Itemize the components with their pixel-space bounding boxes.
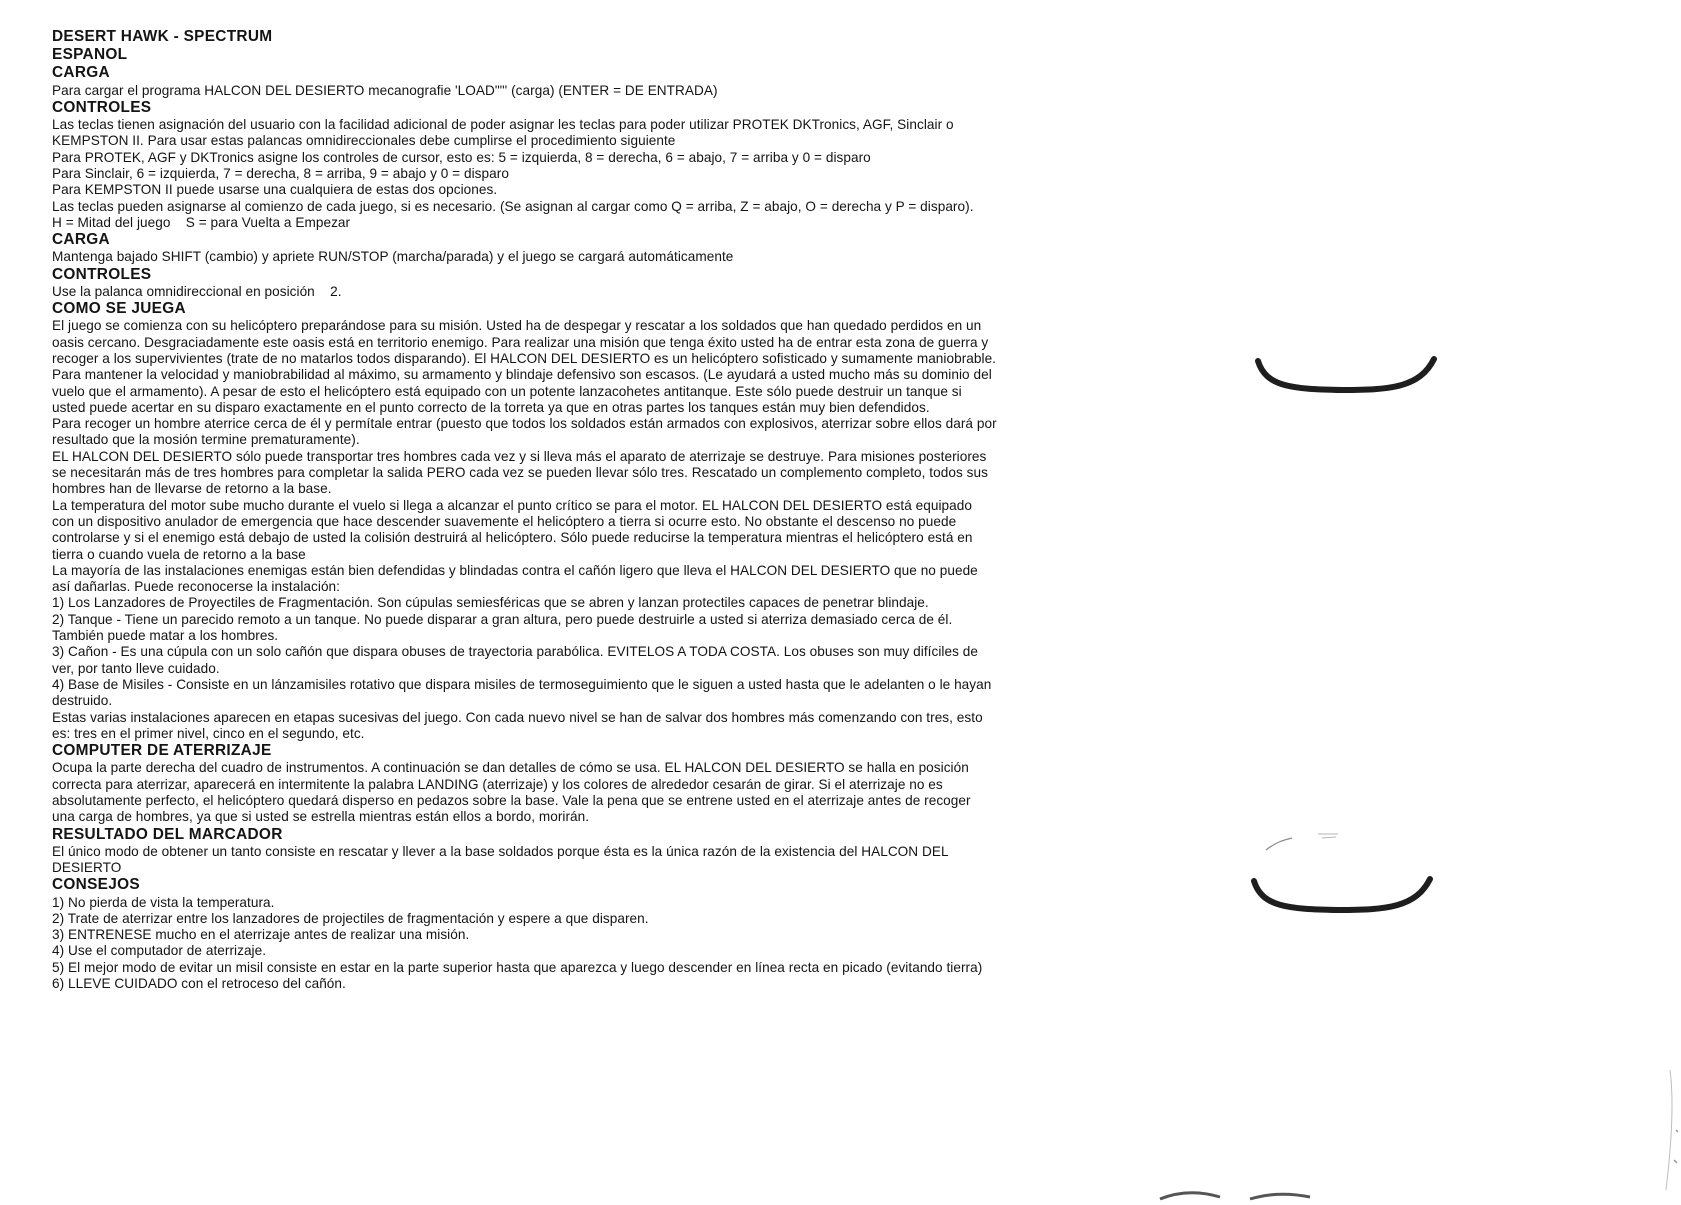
paragraph: Las teclas tienen asignación del usuario con la facilidad adicional de poder asignar les teclas para poder utilizar PROTEK DKTronics, AGF, Sinclair o KEMPSTON II. Para usar estas palancas omnidireccionales debe cumplirse el procedimiento siguiente xyxy=(52,117,954,149)
paragraph: Ocupa la parte derecha del cuadro de instrumentos. A continuación se dan detalles de cómo se usa. EL HALCON DEL DESIERTO se halla en posición correcta para aterrizar, aparecerá en intermitente la palabra LANDING (aterrizaje) y los colores de alrededor cesarán de girar. Si el aterrizaje no es absolutamente perfecto, el helicóptero quedará disperso en pedazos sobre la base. Vale la pena que se entrene usted en el aterrizaje antes de recoger una carga de hombres, ya que si usted se estrella mientras están ellos a bordo, morirán. xyxy=(52,760,971,825)
section-carga-2 xyxy=(52,231,997,266)
list-item: 2) Trate de aterrizar entre los lanzadores de projectiles de fragmentación y espere a que disparen. xyxy=(52,910,649,926)
section-heading: CONTROLES xyxy=(52,98,152,116)
paragraph: Use la palanca omnidireccional en posición 2. xyxy=(52,283,342,299)
section-computer-de-aterrizaje xyxy=(52,742,997,825)
paragraph: Para Sinclair, 6 = izquierda, 7 = derecha, 8 = arriba, 9 = abajo y 0 = disparo xyxy=(52,166,509,181)
paragraph: H = Mitad del juego S = para Vuelta a Empezar xyxy=(52,214,351,230)
instruction-manual xyxy=(52,28,997,992)
language-heading: ESPANOL xyxy=(52,46,128,64)
section-carga xyxy=(52,64,997,99)
section-heading: COMPUTER DE ATERRIZAJE xyxy=(52,742,272,760)
section-resultado-del-marcador xyxy=(52,826,997,877)
list-item: 1) No pierda de vista la temperatura. xyxy=(52,894,275,910)
paragraph: La temperatura del motor sube mucho durante el vuelo si llega a alcanzar el punto crítico se para el motor. EL HALCON DEL DESIERTO está equipado con un dispositivo anulador de emergencia que hace descender suavemente el helicóptero a tierra si ocurre esto. No obstante el descenso no puede controlarse y si el enemigo está debajo de usted la colisión destruirá al helicóptero. Sólo puede reducirse la temperatura mientras el helicóptero está en tierra o cuando vuela de retorno a la base xyxy=(52,497,973,562)
paragraph: El juego se comienza con su helicóptero preparándose para su misión. Usted ha de despegar y rescatar a los soldados que han quedado perdidos en un oasis cercano. Desgraciadamente este oasis está en territorio enemigo. Para realizar una misión que tenga éxito usted ha de entrar esta zona de guerra y recoger a los supervivientes (trate de no matarlos todos disparando). El HALCON DEL DESIERTO es un helicóptero sofisticado y sumamente maniobrable. Para mantener la velocidad y maniobrabilidad al máximo, su armamento y blindaje defensivo son escasos. (Le ayudará a usted mucho más su dominio del vuelo que el armamento). A pesar de esto el helicóptero está equipado con un potente lanzacohetes antitanque. Este sólo puede destruir un tanque si usted puede acertar en su disparo exactamente en el punto correcto de la torreta ya que en otras partes los tanques están muy bien defendidos. xyxy=(52,318,997,415)
paragraph: El único modo de obtener un tanto consiste en rescatar y llever a la base soldados porque ésta es la única razón de la existencia del HALCON DEL DESIERTO xyxy=(52,843,949,875)
paragraph: La mayoría de las instalaciones enemigas están bien defendidas y blindadas contra el cañón ligero que lleva el HALCON DEL DESIERTO que no puede así dañarlas. Puede reconocerse la instalación: xyxy=(52,562,978,595)
section-controles-2 xyxy=(52,266,997,301)
section-heading: CARGA xyxy=(52,231,110,249)
paragraph: 2) Tanque - Tiene un parecido remoto a un tanque. No puede disparar a gran altura, pero puede destruirle a usted si aterriza demasiado cerca de él. También puede matar a los hombres. xyxy=(52,611,953,644)
section-controles xyxy=(52,99,997,231)
paragraph: 3) Cañon - Es una cúpula con un solo cañón que dispara obuses de trayectoria parabólica. EVITELOS A TODA COSTA. Los obuses son muy difíciles de ver, por tanto lleve cuidado. xyxy=(52,644,978,676)
list-item: 4) Use el computador de aterrizaje. xyxy=(52,943,267,959)
paragraph: Para cargar el programa HALCON DEL DESIERTO mecanografie 'LOAD""' (carga) (ENTER = DE ENTRADA) xyxy=(52,82,718,98)
section-heading: RESULTADO DEL MARCADOR xyxy=(52,825,283,843)
paragraph: Estas varias instalaciones aparecen en etapas sucesivas del juego. Con cada nuevo nivel se han de salvar dos hombres más comenzando con tres, esto es: tres en el primer nivel, cinco en el segundo, etc. xyxy=(52,709,983,741)
paragraph: 4) Base de Misiles - Consiste en un lánzamisiles rotativo que dispara misiles de termoseguimiento que le siguen a usted hasta que le adelanten o le hayan destruido. xyxy=(52,676,992,709)
section-heading: CONTROLES xyxy=(52,265,152,283)
paragraph: Mantenga bajado SHIFT (cambio) y apriete RUN/STOP (marcha/parada) y el juego se cargará automáticamente xyxy=(52,249,734,265)
list-item: 5) El mejor modo de evitar un misil consiste en estar en la parte superior hasta que aparezca y luego descender en línea recta en picado (evitando tierra) xyxy=(52,959,983,975)
list-item: 3) ENTRENESE mucho en el aterrizaje antes de realizar una misión. xyxy=(52,927,470,943)
paragraph: Para recoger un hombre aterrice cerca de él y permítale entrar (puesto que todos los soldados están armados con explosivos, aterrizar sobre ellos dará por resultado que la mosión termine prematuramente). xyxy=(52,416,997,448)
scan-smudge xyxy=(1262,828,1352,858)
paragraph: 1) Los Lanzadores de Proyectiles de Fragmentación. Son cúpulas semiesféricas que se abren y lanzan protectiles capaces de penetrar blindaje. xyxy=(52,595,929,611)
paragraph: Para PROTEK, AGF y DKTronics asigne los controles de cursor, esto es: 5 = izquierda, 8 = derecha, 6 = abajo, 7 = arriba y 0 = disparo xyxy=(52,149,871,165)
list-item: 6) LLEVE CUIDADO con el retroceso del cañón. xyxy=(52,975,346,991)
scan-mark-top xyxy=(1252,355,1442,405)
section-como-se-juega xyxy=(52,300,997,742)
paragraph: Para KEMPSTON II puede usarse una cualquiera de estas dos opciones. xyxy=(52,182,498,198)
document-title: DESERT HAWK - SPECTRUM xyxy=(52,28,273,45)
section-heading: COMO SE JUEGA xyxy=(52,300,186,318)
section-heading: CARGA xyxy=(52,64,110,82)
scan-bottom-marks xyxy=(1150,1185,1350,1205)
scan-mark-bottom xyxy=(1248,875,1438,925)
scan-edge-marks xyxy=(1630,1060,1680,1200)
paragraph: EL HALCON DEL DESIERTO sólo puede transportar tres hombres cada vez y si lleva más el aparato de aterrizaje se destruye. Para misiones posteriores se necesitarán más de tres hombres para completar la salida PERO cada vez se pueden llevar sólo tres. Rescatado un complemento completo, todos sus hombres han de llevarse de retorno a la base. xyxy=(52,448,988,497)
section-consejos xyxy=(52,876,997,992)
section-heading: CONSEJOS xyxy=(52,876,140,894)
paragraph: Las teclas pueden asignarse al comienzo de cada juego, si es necesario. (Se asignan al cargar como Q = arriba, Z = abajo, O = derecha y P = disparo). xyxy=(52,198,974,214)
